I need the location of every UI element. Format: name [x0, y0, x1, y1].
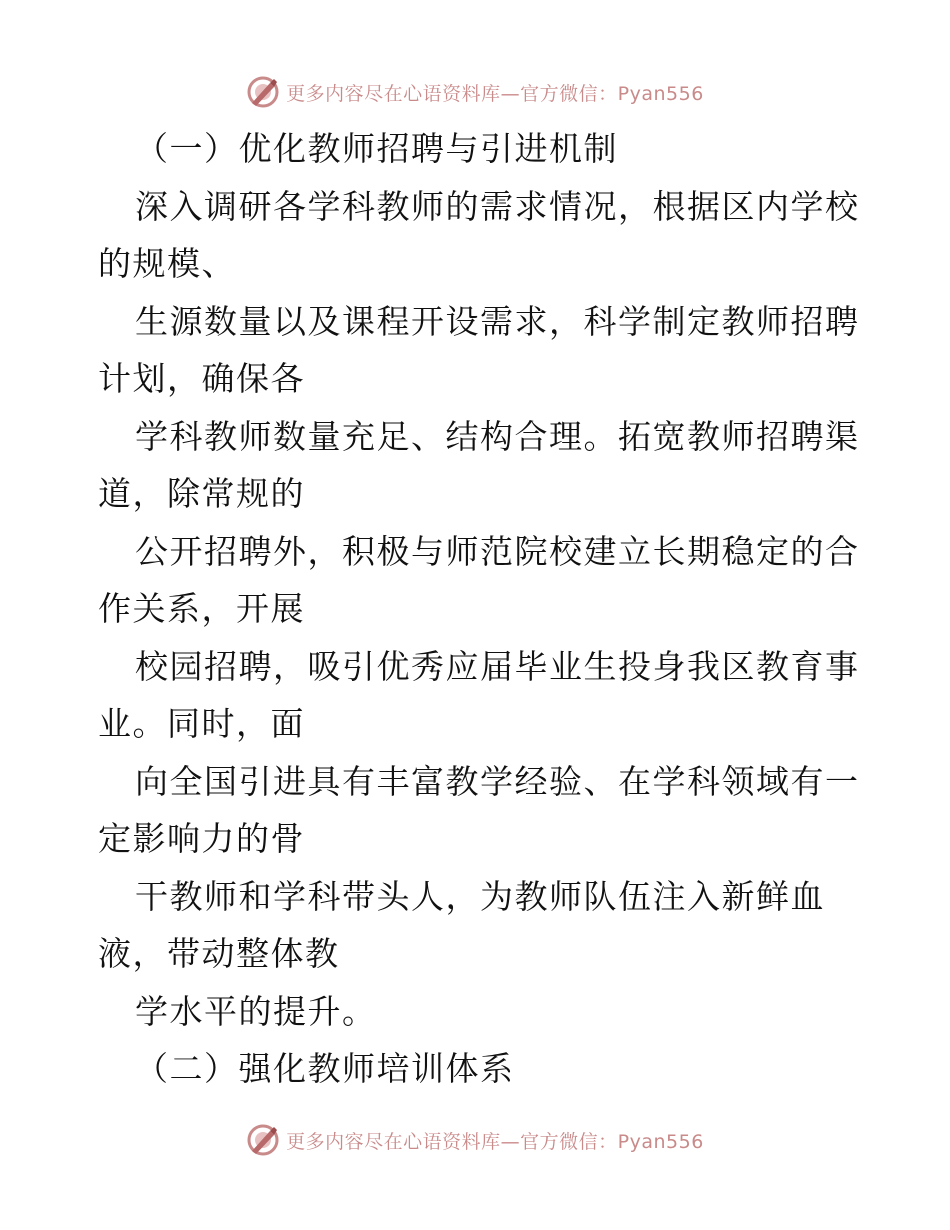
footer-watermark — [0, 1120, 950, 1160]
pen-circle-logo-icon — [246, 75, 280, 109]
document-line: 生源数量以及课程开设需求，科学制定教师招聘 — [135, 301, 860, 341]
document-line: 学水平的提升。 — [135, 991, 377, 1031]
document-line: 校园招聘，吸引优秀应届毕业生投身我区教育事 — [135, 646, 860, 686]
document-line: （一）优化教师招聘与引进机制 — [135, 129, 618, 168]
document-line: 学科教师数量充足、结构合理。拓宽教师招聘渠 — [135, 416, 860, 456]
document-body — [98, 120, 858, 1098]
header-watermark — [0, 72, 950, 112]
document-line: 公开招聘外，积极与师范院校建立长期稳定的合 — [135, 531, 860, 571]
document-line: 的规模、 — [98, 244, 236, 283]
document-line: 作关系，开展 — [98, 589, 305, 628]
document-line: 向全国引进具有丰富教学经验、在学科领域有一 — [135, 761, 860, 801]
watermark-text: 更多内容尽在心语资料库—官方微信：Pyan556 — [286, 1130, 704, 1153]
document-line: 道，除常规的 — [98, 474, 305, 513]
watermark-text: 更多内容尽在心语资料库—官方微信：Pyan556 — [286, 82, 704, 105]
document-line: 定影响力的骨 — [98, 819, 305, 858]
document-line: 干教师和学科带头人，为教师队伍注入新鲜血 — [135, 876, 825, 916]
document-line: 计划，确保各 — [98, 359, 305, 398]
document-line: 液，带动整体教 — [98, 934, 340, 973]
document-line: 业。同时，面 — [98, 704, 305, 743]
pen-circle-logo-icon — [246, 1123, 280, 1157]
document-line: 深入调研各学科教师的需求情况，根据区内学校 — [135, 186, 860, 226]
document-line: （二）强化教师培训体系 — [135, 1049, 515, 1088]
